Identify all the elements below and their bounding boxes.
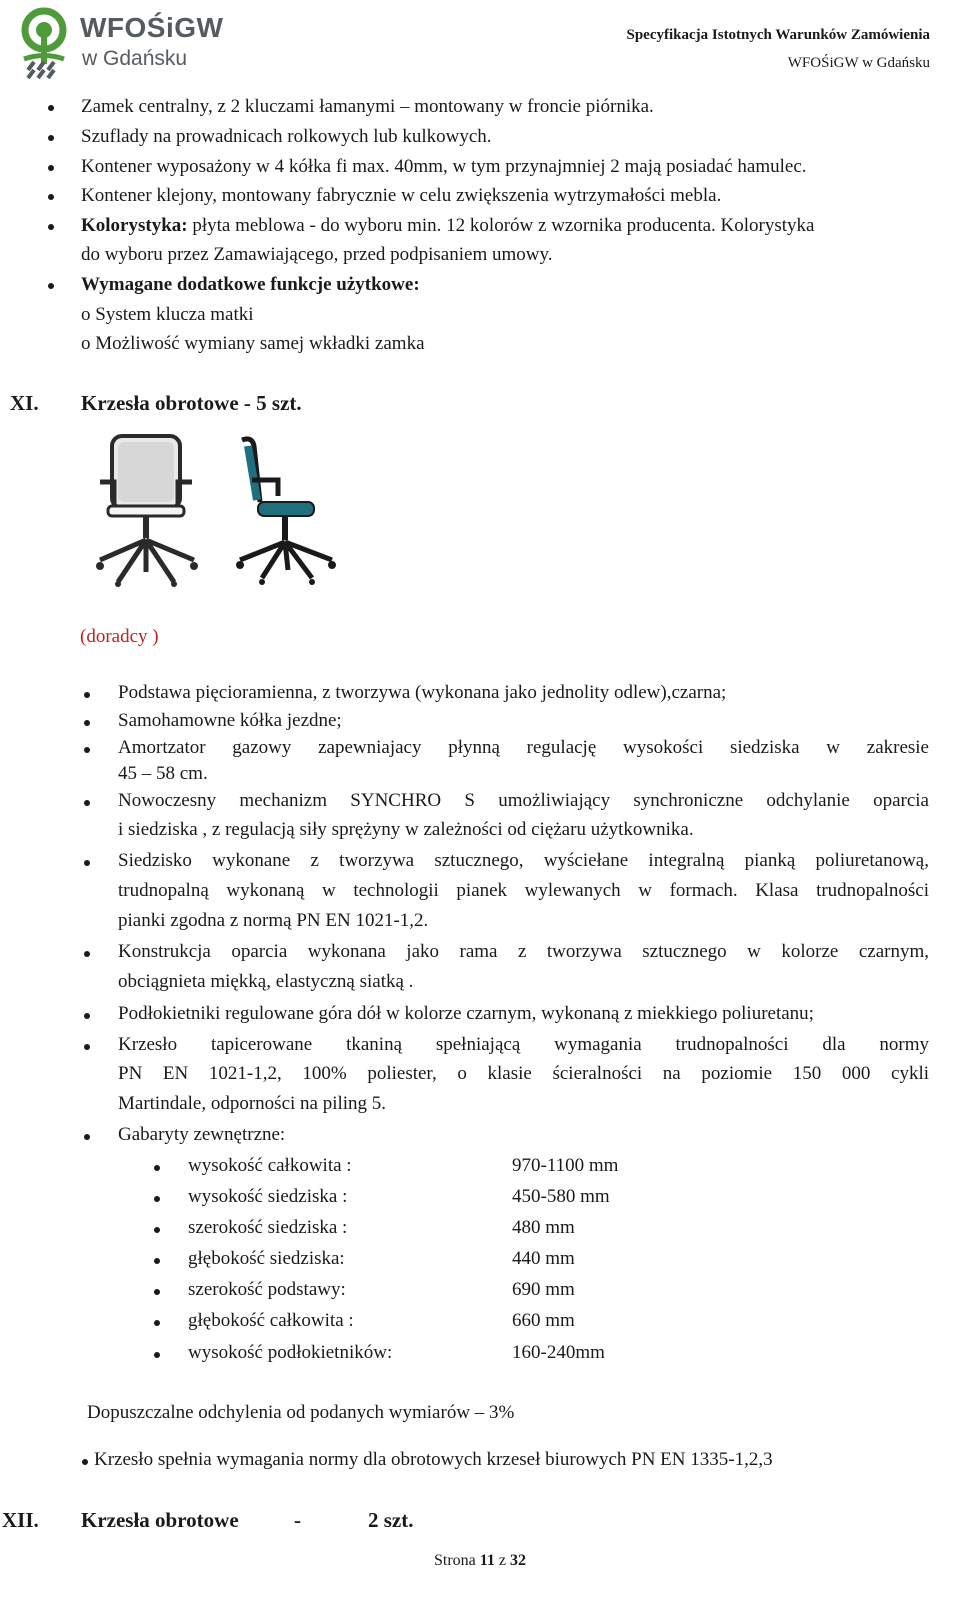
- document-title: Specyfikacja Istotnych Warunków Zamówienia: [626, 27, 930, 43]
- dimension-value: 440 mm: [512, 1248, 575, 1269]
- page-number: 11: [479, 1552, 495, 1569]
- spec-item: Samohamowne kółka jezdne;: [118, 710, 342, 731]
- bullet-icon: [84, 1134, 90, 1140]
- dimension-label: wysokość podłokietników:: [188, 1342, 393, 1363]
- bullet-icon: [48, 105, 54, 111]
- spec-item-continuation: 45 – 58 cm.: [118, 763, 208, 784]
- extra-functions-label: Wymagane dodatkowe funkcje użytkowe:: [81, 274, 420, 295]
- bullet-icon: [154, 1352, 160, 1358]
- section-quantity: 2 szt.: [368, 1508, 414, 1532]
- list-item: Zamek centralny, z 2 kluczami łamanymi – montowany w froncie piórnika.: [81, 96, 654, 117]
- bullet-icon: [48, 224, 54, 230]
- dimension-value: 660 mm: [512, 1310, 575, 1331]
- dimension-label: szerokość podstawy:: [188, 1279, 346, 1300]
- extra-item: o Możliwość wymiany samej wkładki zamka: [81, 333, 425, 354]
- dimension-value: 480 mm: [512, 1217, 575, 1238]
- color-text: płyta meblowa - do wyboru min. 12 kolorów z wzornika producenta. Kolorystyka: [187, 215, 815, 236]
- dimension-value: 970-1100 mm: [512, 1155, 619, 1176]
- bullet-icon: [48, 283, 54, 289]
- bullet-icon: [84, 1044, 90, 1050]
- list-item: Kontener klejony, montowany fabrycznie w celu zwiększenia wytrzymałości mebla.: [81, 185, 722, 206]
- spec-item-continuation: PN EN 1021-1,2, 100% poliester, o klasie ścieralności na poziomie 150 000 cykli: [118, 1063, 929, 1084]
- page-footer: [0, 1552, 960, 1570]
- spec-item: Amortzator gazowy zapewniajacy płynną regulację wysokości siedziska w zakresie: [118, 737, 929, 758]
- extra-item: o System klucza matki: [81, 304, 254, 325]
- bullet-icon: [84, 800, 90, 806]
- spec-item: Podstawa pięcioramienna, z tworzywa (wykonana jako jednolity odlew),czarna;: [118, 682, 727, 703]
- spec-item: Konstrukcja oparcia wykonana jako rama z tworzywa sztucznego w kolorze czarnym,: [118, 941, 929, 962]
- spec-item: Siedzisko wykonane z tworzywa sztucznego, wyściełane integralną pianką poliuretanową,: [118, 850, 929, 871]
- bullet-icon: [84, 1013, 90, 1019]
- bullet-icon: [154, 1320, 160, 1326]
- spec-item-continuation: obciągnieta miękką, elastyczną siatką .: [118, 971, 414, 992]
- spec-item-continuation: Martindale, odporności na piling 5.: [118, 1093, 387, 1114]
- bullet-icon: [48, 194, 54, 200]
- footer-prefix: Strona: [433, 1552, 480, 1569]
- page-total: 32: [510, 1552, 526, 1569]
- bullet-icon: [84, 692, 90, 698]
- section-title: Krzesła obrotowe: [81, 1508, 239, 1532]
- chair-note: (doradcy ): [80, 626, 159, 647]
- dimension-label: wysokość siedziska :: [188, 1186, 348, 1207]
- bullet-icon: [48, 165, 54, 171]
- list-item: [81, 211, 814, 241]
- dimension-label: szerokość siedziska :: [188, 1217, 348, 1238]
- color-label: Kolorystyka:: [81, 215, 188, 236]
- list-item: Szuflady na prowadnicach rolkowych lub kulkowych.: [81, 126, 492, 147]
- bullet-icon: [154, 1196, 160, 1202]
- document-subtitle: WFOŚiGW w Gdańsku: [787, 55, 930, 71]
- dimension-value: 450-580 mm: [512, 1186, 610, 1207]
- bullet-icon: [84, 720, 90, 726]
- dimension-label: głębokość siedziska:: [188, 1248, 345, 1269]
- logo-subtitle: w Gdańsku: [82, 47, 188, 70]
- bullet-icon: [154, 1227, 160, 1233]
- norm-note: Krzesło spełnia wymagania normy dla obrotowych krzeseł biurowych PN EN 1335-1,2,3: [94, 1449, 773, 1470]
- spec-item-continuation: i siedziska , z regulacją siły sprężyny w zależności od ciężaru użytkownika.: [118, 819, 694, 840]
- section-number: XII.: [2, 1508, 39, 1532]
- bullet-icon: [84, 747, 90, 753]
- chair-images: [92, 432, 342, 587]
- bullet-icon: [154, 1165, 160, 1171]
- dimension-value: 690 mm: [512, 1279, 575, 1300]
- bullet-icon: [154, 1258, 160, 1264]
- logo-title: WFOŚiGW: [80, 12, 224, 43]
- dimension-label: głębokość całkowita :: [188, 1310, 354, 1331]
- bullet-icon: [154, 1289, 160, 1295]
- office-chair-icon: [92, 432, 342, 587]
- section-title: Krzesła obrotowe - 5 szt.: [81, 391, 302, 415]
- section-dash: -: [294, 1508, 301, 1532]
- list-item: Kontener wyposażony w 4 kółka fi max. 40mm, w tym przynajmniej 2 mają posiadać hamulec.: [81, 156, 807, 177]
- spec-item-continuation: pianki zgodna z normą PN EN 1021-1,2.: [118, 910, 429, 931]
- spec-item: Krzesło tapicerowane tkaniną spełniającą wymagania trudnopalności dla normy: [118, 1034, 929, 1055]
- list-item-continuation: do wyboru przez Zamawiającego, przed podpisaniem umowy.: [81, 244, 553, 265]
- tolerance-note: Dopuszczalne odchylenia od podanych wymiarów – 3%: [87, 1402, 515, 1423]
- footer-separator: z: [494, 1552, 510, 1569]
- spec-item: Gabaryty zewnętrzne:: [118, 1124, 286, 1145]
- spec-item-continuation: trudnopalną wykonaną w technologii pianek wylewanych w formach. Klasa trudnopalności: [118, 880, 929, 901]
- spec-item: Nowoczesny mechanizm SYNCHRO S umożliwiający synchroniczne odchylanie oparcia: [118, 790, 929, 811]
- bullet-icon: [84, 860, 90, 866]
- section-number: XI.: [10, 391, 39, 415]
- bullet-icon: [84, 951, 90, 957]
- bullet-icon: [48, 135, 54, 141]
- dimension-value: 160-240mm: [512, 1342, 605, 1363]
- dimension-label: wysokość całkowita :: [188, 1155, 352, 1176]
- spec-item: Podłokietniki regulowane góra dół w kolorze czarnym, wykonaną z miekkiego poliuretanu;: [118, 1003, 814, 1024]
- bullet-icon: [82, 1459, 88, 1465]
